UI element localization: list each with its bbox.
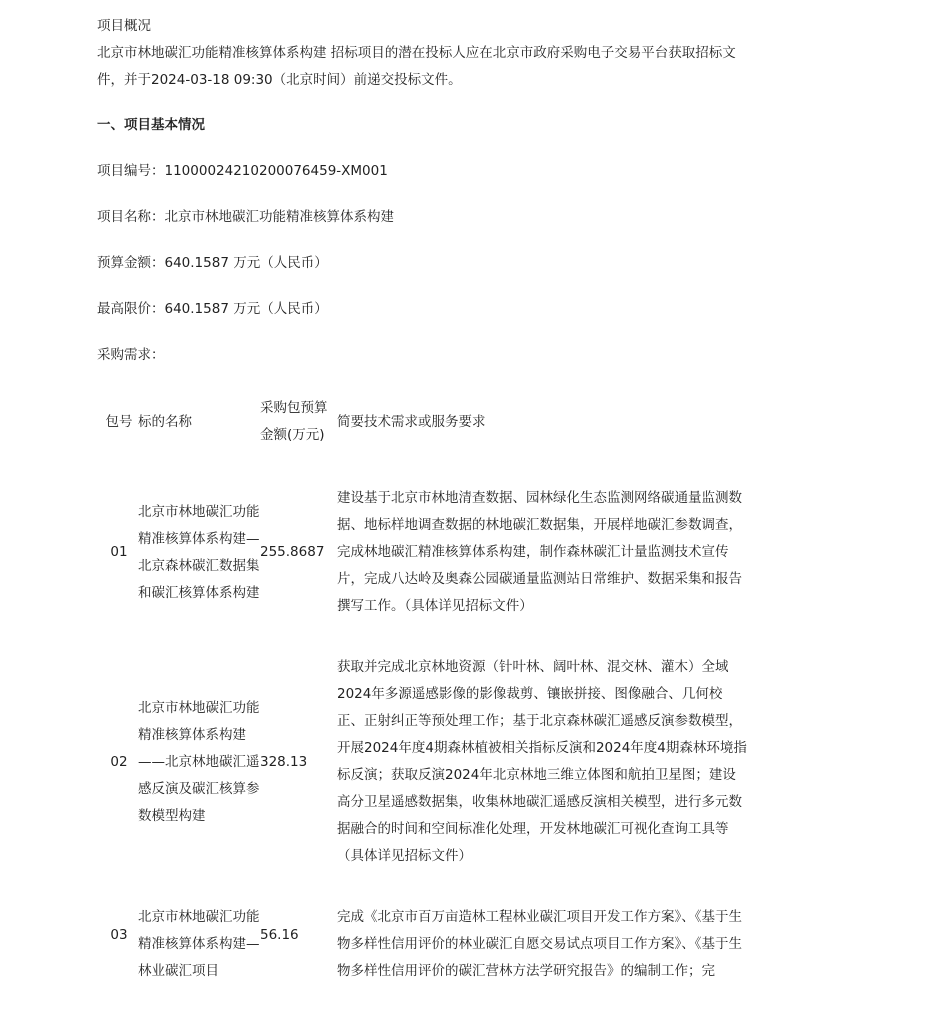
- project-name: 项目名称：北京市林地碳汇功能精准核算体系构建: [97, 209, 394, 225]
- row-item-name: 北京市林地碳汇功能精准核算体系构建—北京森林碳汇数据集和碳汇核算体系构建: [138, 503, 260, 601]
- row-budget-amount: 255.8687: [260, 544, 325, 560]
- row-budget-amount: 328.13: [260, 753, 308, 770]
- project-number: 项目编号：11000024210200076459-XM001: [97, 163, 388, 179]
- row-requirements: 获取并完成北京林地资源（针叶林、阔叶林、混交林、灌木）全域2024年多源遥感影像的影像裁剪、镶嵌拼接、图像融合、几何校正、正射纠正等预处理工作；基于北京森林碳汇遥感反演参数模型，开展2024年度4期森林植被相关指标反演和2024年度4期森林环境指标反演；获取反演2024年北京林地三维立体图和航拍卫星图；建设高分卫星遥感数据集，收集林地碳汇遥感反演相关模型，进行多元数据融合的时间和空间标准化处理，开发林地碳汇可视化查询工具等（具体详见招标文件）: [337, 659, 747, 864]
- header-requirements: 简要技术需求或服务要求: [337, 413, 486, 430]
- procurement-table: [104, 393, 749, 1034]
- table-row: [104, 654, 749, 870]
- header-budget-amount: 采购包预算金额(万元): [260, 400, 328, 443]
- table-row: [104, 485, 749, 620]
- row-item-name: 北京市林地碳汇功能精准核算体系构建——北京林地碳汇遥感反演及碳汇核算参数模型构建: [138, 699, 260, 824]
- row-package-no: 03: [110, 927, 128, 943]
- document-body: [97, 13, 747, 369]
- procurement-demand-label: 采购需求：: [97, 347, 165, 363]
- row-package-no: 01: [110, 544, 128, 560]
- row-requirements: 完成《北京市百万亩造林工程林业碳汇项目开发工作方案》、《基于生物多样性信用评价的林业碳汇自愿交易试点项目工作方案》、《基于生物多样性信用评价的碳汇营林方法学研究报告》的编制工作；完: [337, 909, 742, 979]
- row-budget-amount: 56.16: [260, 927, 299, 943]
- row-item-name: 北京市林地碳汇功能精准核算体系构建—林业碳汇项目: [138, 909, 260, 979]
- row-package-no: 02: [110, 753, 128, 770]
- table-header-row: [104, 393, 749, 451]
- header-package-no: 包号: [105, 413, 133, 430]
- max-price: 最高限价：640.1587 万元（人民币）: [97, 301, 328, 317]
- header-item-name: 标的名称: [138, 413, 192, 430]
- row-requirements: 建设基于北京市林地清查数据、园林绿化生态监测网络碳通量监测数据、地标样地调查数据的林地碳汇数据集，开展样地碳汇参数调查，完成林地碳汇精准核算体系构建，制作森林碳汇计量监测技术宣传片，完成八达岭及奥森公园碳通量监测站日常维护、数据采集和报告撰写工作。（具体详见招标文件）: [337, 490, 742, 614]
- budget-amount: 预算金额：640.1587 万元（人民币）: [97, 255, 328, 271]
- table-row: [104, 904, 749, 1034]
- overview-text-line2: 件，并于2024-03-18 09:30（北京时间）前递交投标文件。: [97, 72, 462, 88]
- section-heading-basic-info: 一、项目基本情况: [97, 117, 205, 133]
- overview-text-line1: 北京市林地碳汇功能精准核算体系构建 招标项目的潜在投标人应在北京市政府采购电子交易平台获取招标文: [97, 45, 736, 61]
- overview-title: 项目概况: [97, 18, 151, 34]
